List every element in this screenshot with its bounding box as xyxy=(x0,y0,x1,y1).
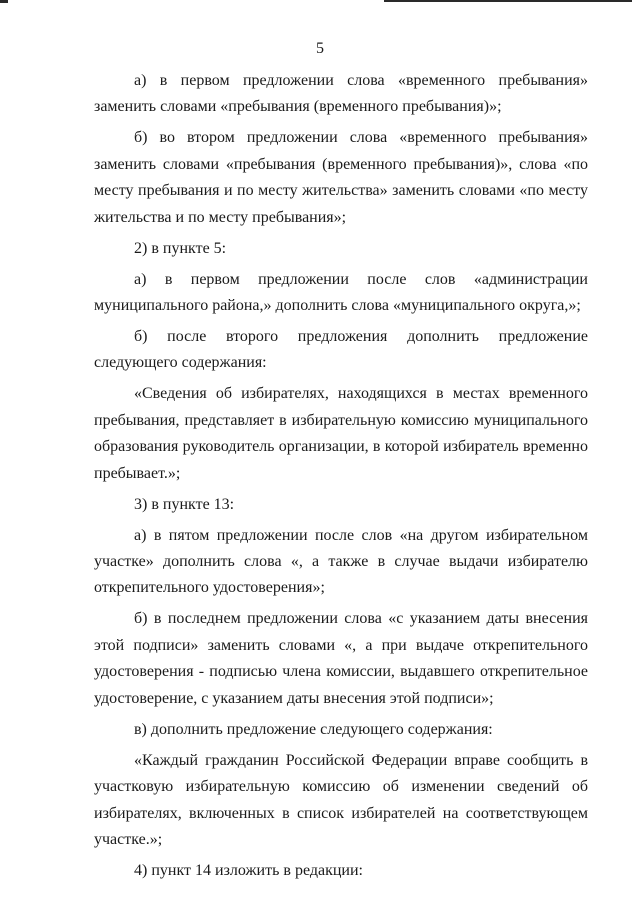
paragraph-item-3c: в) дополнить предложение следующего содержания: xyxy=(134,720,493,738)
paragraph-item-3-heading: 3) в пункте 13: xyxy=(134,495,235,513)
page-number: 5 xyxy=(316,40,324,57)
paragraph-item-4-heading: 4) пункт 14 изложить в редакции: xyxy=(134,861,363,879)
paragraph-quoted-voter-info: «Сведения об избирателях, находящихся в местах временного пребывания, представляет в избирательную комиссию муниципального образования руководитель организации, в которой избиратель временно пребывает.»; xyxy=(94,385,588,482)
paragraph-item-2-heading: 2) в пункте 5: xyxy=(134,239,227,257)
paragraph-item-3a: а) в пятом предложении после слов «на другом избирательном участке» дополнить слова «, а также в случае выдачи избирателю открепительного удостоверения»; xyxy=(94,526,588,597)
document-body xyxy=(94,68,588,889)
scan-edge-mark-right xyxy=(384,0,632,2)
paragraph-item-2a: а) в первом предложении после слов «администрации муниципального района,» дополнить слова «муниципального округа,»; xyxy=(94,270,588,315)
paragraph-item-2b: б) после второго предложения дополнить предложение следующего содержания: xyxy=(94,328,588,372)
paragraph-3a-first-sentence: а) в первом предложении слова «временного пребывания» заменить словами «пребывания (временного пребывания)»; xyxy=(94,72,588,116)
paragraph-item-3b: б) в последнем предложении слова «с указанием даты внесения этой подписи» заменить словами «, а при выдаче открепительного удостоверения - подписью члена комиссии, выдавшего открепительное удостоверение, с указанием даты внесения этой подписи»; xyxy=(94,610,588,707)
scan-edge-mark-left xyxy=(0,0,8,3)
paragraph-3b-second-sentence: б) во втором предложении слова «временного пребывания» заменить словами «пребывания (временного пребывания)», слова «по месту пребывания и по месту жительства» заменить словами «по месту жительства и по месту пребывания»; xyxy=(94,129,588,226)
paragraph-quoted-citizen-notice: «Каждый гражданин Российской Федерации вправе сообщить в участковую избирательную комиссию об изменении сведений об избирателях, включенных в список избирателей на соответствующем участке.»; xyxy=(94,751,588,848)
